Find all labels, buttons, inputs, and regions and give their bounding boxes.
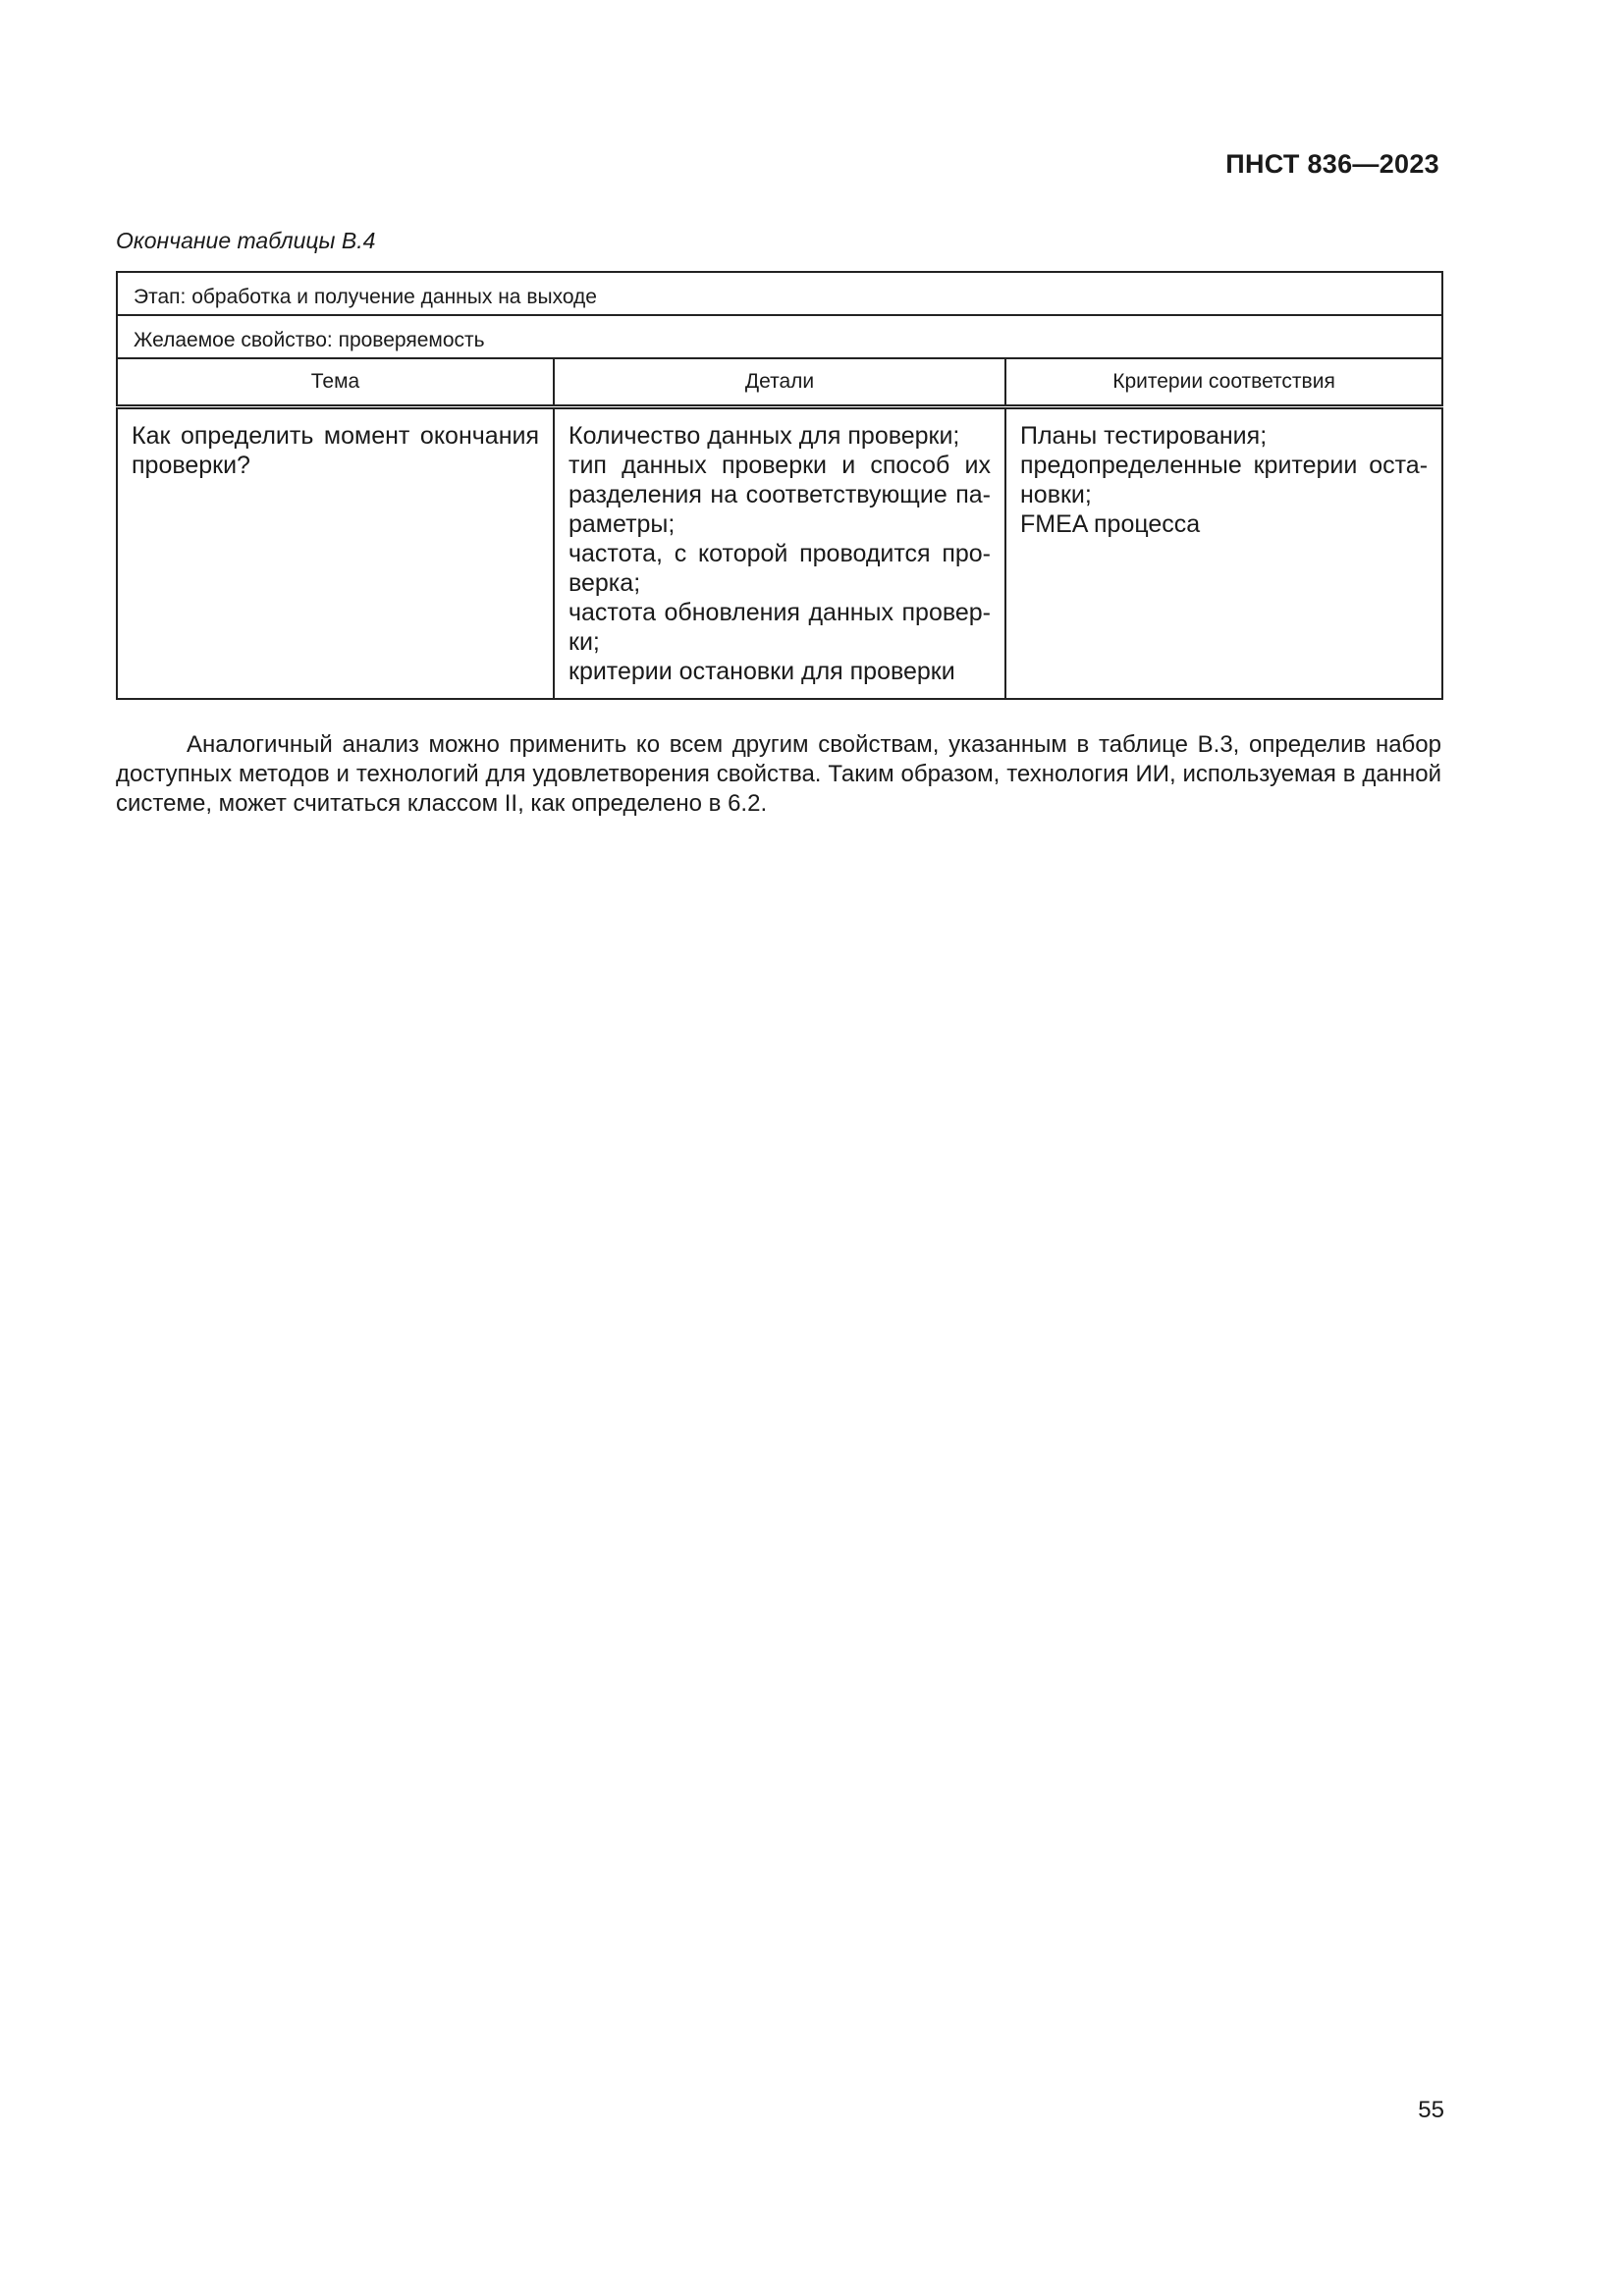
column-header-topic: Тема bbox=[117, 358, 554, 407]
table-caption: Окончание таблицы B.4 bbox=[116, 228, 376, 253]
column-header-criteria: Критерии соответствия bbox=[1005, 358, 1442, 407]
document-code: ПНСТ 836—2023 bbox=[1225, 149, 1439, 179]
table-row bbox=[117, 315, 1442, 358]
column-header-details: Детали bbox=[554, 358, 1005, 407]
criteria-line: FMEA процесса bbox=[1020, 510, 1201, 538]
criteria-cell bbox=[1005, 407, 1442, 700]
body-paragraph-text: Аналогичный анализ можно применить ко всем другим свойствам, указанным в таблице B.3, определив набор доступных методов и технологий для удовлетворения свойства. Таким образом, технология ИИ, используемая в данной системе, может считаться классом II, как определено в 6.2. bbox=[116, 731, 1441, 817]
details-line: частота обновления данных провер- ки; bbox=[568, 599, 991, 656]
stage-cell: Этап: обработка и получение данных на выходе bbox=[117, 272, 1442, 315]
table-row bbox=[117, 407, 1442, 700]
details-line: критерии остановки для проверки bbox=[568, 658, 955, 685]
page-number: 55 bbox=[1418, 2097, 1444, 2123]
criteria-line: Планы тестирования; bbox=[1020, 422, 1268, 450]
requirements-table bbox=[116, 271, 1443, 700]
topic-text: Как определить момент окончания проверки? bbox=[132, 422, 539, 479]
table-row bbox=[117, 272, 1442, 315]
details-cell bbox=[554, 407, 1005, 700]
property-cell: Желаемое свойство: проверяемость bbox=[117, 315, 1442, 358]
details-line: тип данных проверки и способ их разделения на соответствующие па- раметры; bbox=[568, 452, 991, 538]
body-paragraph bbox=[116, 730, 1441, 819]
criteria-line: предопределенные критерии оста- новки; bbox=[1020, 452, 1429, 508]
topic-cell bbox=[117, 407, 554, 700]
table-header-row bbox=[117, 358, 1442, 407]
details-line: частота, с которой проводится про- верка; bbox=[568, 540, 991, 597]
details-line: Количество данных для проверки; bbox=[568, 422, 960, 450]
